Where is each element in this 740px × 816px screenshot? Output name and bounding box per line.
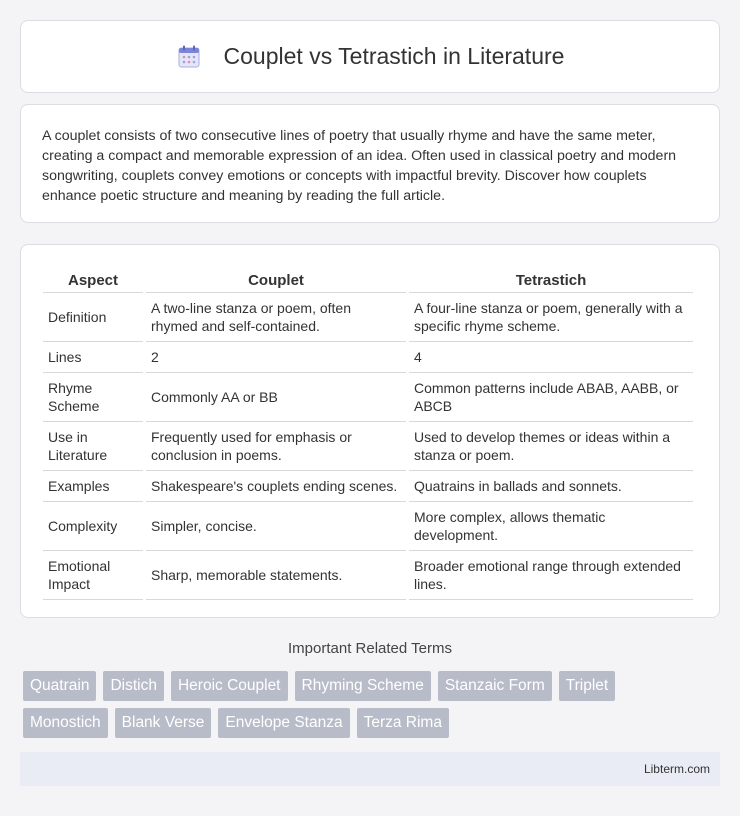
tag-heroic-couplet[interactable]: Heroic Couplet bbox=[171, 671, 288, 701]
row-aspect: Complexity bbox=[43, 502, 143, 551]
footer bbox=[20, 752, 720, 786]
row-tetrastich: A four-line stanza or poem, generally with a specific rhyme scheme. bbox=[409, 293, 693, 342]
tag-triplet[interactable]: Triplet bbox=[559, 671, 616, 701]
row-couplet: A two-line stanza or poem, often rhymed and self-contained. bbox=[146, 293, 406, 342]
table-row bbox=[43, 293, 693, 342]
related-terms-title: Important Related Terms bbox=[288, 640, 452, 657]
tag-stanzaic-form[interactable]: Stanzaic Form bbox=[438, 671, 552, 701]
row-aspect: Use in Literature bbox=[43, 422, 143, 471]
tag-monostich[interactable]: Monostich bbox=[23, 708, 108, 738]
tag-blank-verse[interactable]: Blank Verse bbox=[115, 708, 212, 738]
row-couplet: 2 bbox=[146, 342, 406, 373]
row-couplet: Sharp, memorable statements. bbox=[146, 551, 406, 600]
row-tetrastich: Quatrains in ballads and sonnets. bbox=[409, 471, 693, 502]
row-couplet: Simpler, concise. bbox=[146, 502, 406, 551]
related-terms-tags bbox=[23, 671, 663, 738]
row-aspect: Definition bbox=[43, 293, 143, 342]
row-tetrastich: 4 bbox=[409, 342, 693, 373]
row-couplet: Commonly AA or BB bbox=[146, 373, 406, 422]
table-row bbox=[43, 422, 693, 471]
tag-envelope-stanza[interactable]: Envelope Stanza bbox=[218, 708, 349, 738]
tag-distich[interactable]: Distich bbox=[103, 671, 164, 701]
table-row bbox=[43, 342, 693, 373]
table-row bbox=[43, 551, 693, 600]
row-aspect: Lines bbox=[43, 342, 143, 373]
page-title: Couplet vs Tetrastich in Literature bbox=[223, 43, 565, 69]
table-row bbox=[43, 502, 693, 551]
row-aspect: Emotional Impact bbox=[43, 551, 143, 600]
comparison-table-card bbox=[20, 244, 720, 618]
header-aspect: Aspect bbox=[43, 265, 143, 293]
header-couplet: Couplet bbox=[146, 265, 406, 293]
row-tetrastich: Broader emotional range through extended lines. bbox=[409, 551, 693, 600]
title-wrap bbox=[176, 43, 565, 70]
header-tetrastich: Tetrastich bbox=[409, 265, 693, 293]
tag-rhyming-scheme[interactable]: Rhyming Scheme bbox=[295, 671, 431, 701]
table-row bbox=[43, 373, 693, 422]
intro-text: A couplet consists of two consecutive lines of poetry that usually rhyme and have the same meter, creating a compact and memorable expression of an idea. Often used in classical poetry and modern songwriting, couplets convey emotions or concepts with impactful brevity. Discover how couplets enhance poetic structure and meaning by reading the full article. bbox=[42, 128, 677, 204]
table-header-row bbox=[43, 265, 693, 293]
row-tetrastich: More complex, allows thematic development. bbox=[409, 502, 693, 551]
header-card bbox=[20, 20, 720, 93]
comparison-table bbox=[40, 265, 696, 600]
row-tetrastich: Used to develop themes or ideas within a stanza or poem. bbox=[409, 422, 693, 471]
footer-brand[interactable]: Libterm.com bbox=[643, 762, 710, 776]
tag-quatrain[interactable]: Quatrain bbox=[23, 671, 96, 701]
row-tetrastich: Common patterns include ABAB, AABB, or ABCB bbox=[409, 373, 693, 422]
row-couplet: Shakespeare's couplets ending scenes. bbox=[146, 471, 406, 502]
tag-terza-rima[interactable]: Terza Rima bbox=[357, 708, 449, 738]
intro-card bbox=[20, 104, 720, 223]
row-couplet: Frequently used for emphasis or conclusion in poems. bbox=[146, 422, 406, 471]
row-aspect: Examples bbox=[43, 471, 143, 502]
row-aspect: Rhyme Scheme bbox=[43, 373, 143, 422]
calendar-icon bbox=[176, 44, 202, 70]
table-row bbox=[43, 471, 693, 502]
